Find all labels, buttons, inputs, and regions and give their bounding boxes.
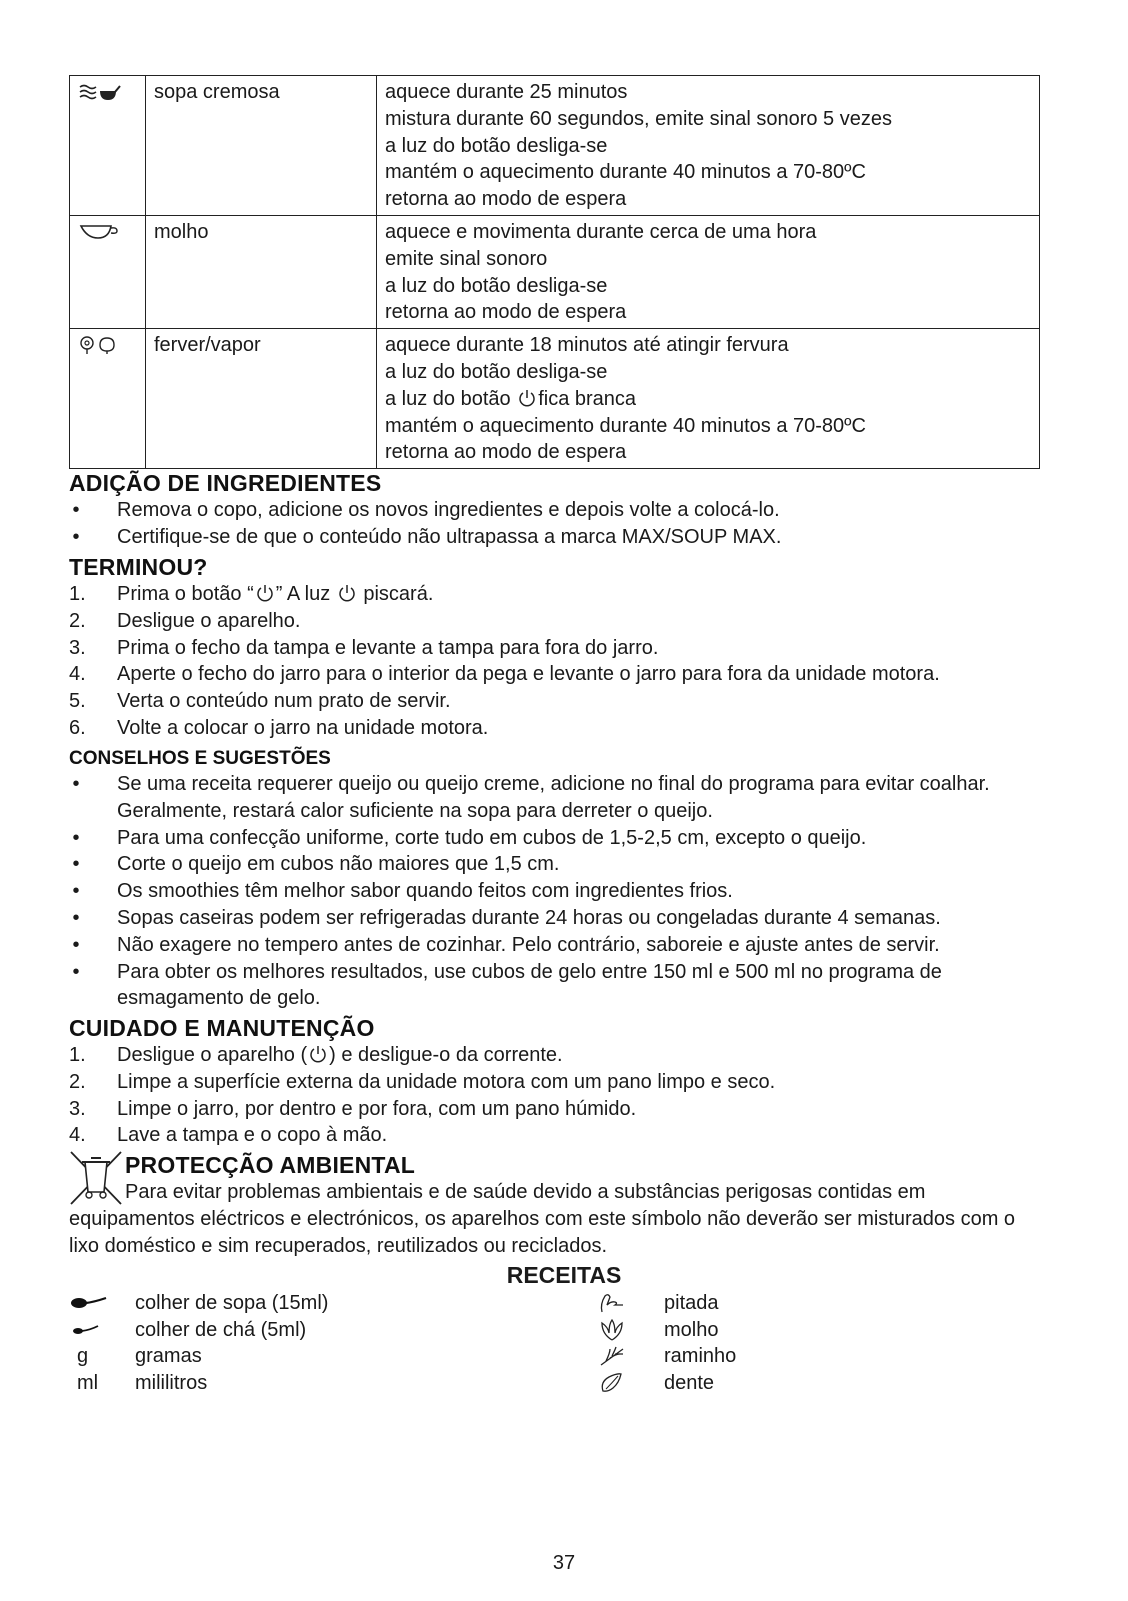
step-text: retorna ao modo de espera bbox=[385, 441, 627, 464]
step-text: mistura durante 60 segundos, emite sinal sonoro 5 vezes bbox=[385, 107, 892, 130]
list-item: • Para obter os melhores resultados, use cubos de gelo entre 150 ml e 500 ml no programa de esmagamento de gelo. bbox=[72, 960, 942, 1010]
program-name: molho bbox=[146, 215, 377, 328]
program-icon-cell bbox=[70, 215, 146, 328]
teaspoon-icon bbox=[69, 1323, 109, 1337]
environment-header bbox=[69, 1150, 1069, 1206]
legend-left bbox=[69, 1290, 328, 1396]
program-name: sopa cremosa bbox=[146, 76, 377, 216]
legend-item: colher de chá (5ml) bbox=[69, 1317, 328, 1344]
program-steps bbox=[377, 329, 1040, 469]
program-steps bbox=[377, 215, 1040, 328]
list-item: 4. Aperte o fecho do jarro para o interior da pega e levante o jarro para fora da unidade motora. bbox=[69, 663, 940, 686]
tablespoon-icon bbox=[69, 1296, 109, 1310]
numbered-list bbox=[69, 581, 1059, 742]
step-text: aquece e movimenta durante cerca de uma hora bbox=[385, 220, 817, 243]
legend-item: g gramas bbox=[77, 1345, 202, 1368]
bullet-list bbox=[69, 497, 1059, 551]
power-icon bbox=[518, 388, 536, 408]
list-item: • Certifique-se de que o conteúdo não ultrapassa a marca MAX/SOUP MAX. bbox=[72, 525, 782, 548]
step-text: mantém o aquecimento durante 40 minutos a 70-80ºC bbox=[385, 414, 866, 437]
list-item: 1. Prima o botão “ ” A luz piscará. bbox=[69, 583, 434, 605]
step-text: mantém o aquecimento durante 40 minutos a 70-80ºC bbox=[385, 161, 866, 184]
sprig-icon bbox=[598, 1345, 626, 1367]
environment-text-line: equipamentos eléctricos e electrónicos, os aparelhos com este símbolo não deverão ser misturados com o bbox=[69, 1208, 1016, 1230]
table-row bbox=[70, 76, 1040, 216]
list-item: 4. Lave a tampa e o copo à mão. bbox=[69, 1124, 388, 1147]
recipes-title: RECEITAS bbox=[506, 1262, 622, 1288]
step-text: emite sinal sonoro bbox=[385, 247, 548, 270]
creamy-soup-icon bbox=[78, 82, 122, 102]
environment-text-line: Para evitar problemas ambientais e de saúde devido a substâncias perigosas contidas em bbox=[125, 1181, 926, 1204]
list-item: • Os smoothies têm melhor sabor quando feitos com ingredientes frios. bbox=[72, 880, 733, 903]
finished-section bbox=[69, 553, 1059, 742]
table-row bbox=[70, 215, 1040, 328]
list-item: 2. Limpe a superfície externa da unidade motora com um pano limpo e seco. bbox=[69, 1070, 776, 1093]
section-title: PROTECÇÃO AMBIENTAL bbox=[125, 1152, 416, 1179]
legend-item: colher de sopa (15ml) bbox=[69, 1290, 328, 1317]
power-icon bbox=[256, 583, 274, 603]
list-item: 6. Volte a colocar o jarro na unidade motora. bbox=[69, 716, 489, 739]
program-icon-cell bbox=[70, 76, 146, 216]
environment-text-line: lixo doméstico e sim recuperados, reutilizados ou reciclados. bbox=[69, 1234, 608, 1257]
program-name: ferver/vapor bbox=[146, 329, 377, 469]
list-item: 2. Desligue o aparelho. bbox=[69, 609, 301, 632]
pinch-icon bbox=[598, 1292, 626, 1314]
care-section bbox=[69, 1014, 1059, 1149]
list-item: • Sopas caseiras podem ser refrigeradas durante 24 horas ou congeladas durante 4 semanas. bbox=[72, 906, 941, 929]
step-text: a luz do botão bbox=[385, 387, 511, 410]
table-row bbox=[70, 329, 1040, 469]
boil-steam-icon bbox=[78, 335, 122, 355]
step-text: retorna ao modo de espera bbox=[385, 188, 627, 211]
crossed-bin-icon bbox=[69, 1150, 123, 1206]
page-number: 37 bbox=[552, 1552, 576, 1574]
section-title: TERMINOU? bbox=[69, 554, 208, 580]
list-item: • Para uma confecção uniforme, corte tudo em cubos de 1,5-2,5 cm, excepto o queijo. bbox=[72, 826, 867, 849]
section-title: ADIÇÃO DE INGREDIENTES bbox=[69, 470, 382, 496]
step-text: fica branca bbox=[538, 387, 637, 410]
bullet-list bbox=[69, 771, 1059, 1012]
numbered-list bbox=[69, 1042, 1059, 1149]
tips-section bbox=[69, 747, 1059, 1012]
sauce-icon bbox=[78, 222, 122, 242]
legend-right bbox=[598, 1290, 736, 1396]
list-item: • Não exagere no tempero antes de cozinhar. Pelo contrário, saboreie e ajuste antes de servir. bbox=[72, 933, 940, 956]
adding-section bbox=[69, 469, 1059, 551]
legend-item: pitada bbox=[598, 1290, 736, 1317]
section-title: CUIDADO E MANUTENÇÃO bbox=[69, 1015, 375, 1041]
clove-icon bbox=[598, 1372, 626, 1394]
power-icon bbox=[338, 583, 356, 603]
power-icon bbox=[309, 1044, 327, 1064]
list-item: • Se uma receita requerer queijo ou queijo creme, adicione no final do programa para evitar coalhar. Geralmente, restará calor suficiente na sopa para derreter o queijo. bbox=[72, 773, 990, 822]
step-text: aquece durante 18 minutos até atingir fervura bbox=[385, 334, 789, 357]
step-text: aquece durante 25 minutos bbox=[385, 81, 628, 103]
step-text-with-icon bbox=[385, 386, 1031, 413]
legend-item: raminho bbox=[598, 1343, 736, 1370]
program-icon-cell bbox=[70, 329, 146, 469]
step-text: a luz do botão desliga-se bbox=[385, 360, 608, 383]
legend-item: molho bbox=[598, 1317, 736, 1344]
list-item: • Remova o copo, adicione os novos ingredientes e depois volte a colocá-lo. bbox=[72, 499, 780, 521]
bunch-icon bbox=[598, 1319, 626, 1341]
list-item: 3. Prima o fecho da tampa e levante a tampa para fora do jarro. bbox=[69, 636, 659, 659]
program-table bbox=[69, 75, 1040, 469]
program-steps bbox=[377, 76, 1040, 216]
environment-section bbox=[69, 1150, 1069, 1260]
step-text: a luz do botão desliga-se bbox=[385, 134, 608, 157]
section-subtitle: CONSELHOS E SUGESTÕES bbox=[69, 748, 331, 769]
list-item: 3. Limpe o jarro, por dentro e por fora, com um pano húmido. bbox=[69, 1097, 637, 1120]
step-text: retorna ao modo de espera bbox=[385, 301, 627, 324]
legend-item: ml mililitros bbox=[77, 1371, 208, 1394]
legend-item: dente bbox=[598, 1370, 736, 1397]
list-item: 5. Verta o conteúdo num prato de servir. bbox=[69, 690, 451, 713]
list-item: 1. Desligue o aparelho ( ) e desligue-o da corrente. bbox=[69, 1044, 563, 1066]
list-item: • Corte o queijo em cubos não maiores que 1,5 cm. bbox=[72, 853, 560, 876]
step-text: a luz do botão desliga-se bbox=[385, 274, 608, 297]
